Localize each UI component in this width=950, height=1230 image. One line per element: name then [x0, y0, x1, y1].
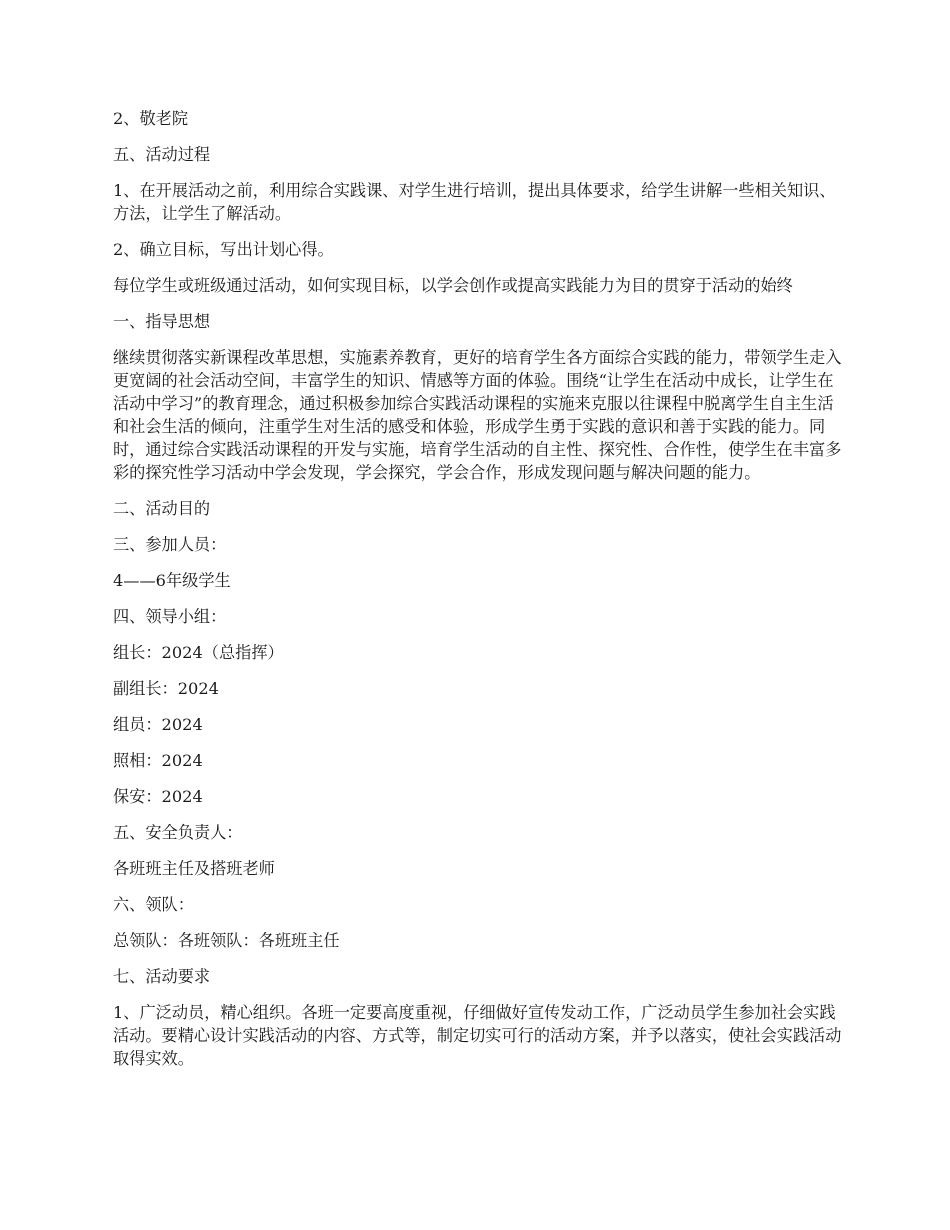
paragraph-safety-officer: 各班班主任及搭班老师	[113, 859, 275, 878]
security-line: 保安：2024	[113, 787, 203, 806]
document-page	[113, 107, 843, 1083]
paragraph-participants: 4——6年级学生	[113, 571, 231, 590]
heading-activity-process: 五、活动过程	[113, 145, 211, 164]
list-item-jinglaoyuan: 2、敬老院	[113, 109, 189, 128]
leader-line: 组长：2024（总指挥）	[113, 643, 284, 662]
paragraph-achieve-goal: 每位学生或班级通过活动，如何实现目标，以学会创作或提高实践能力为目的贯穿于活动的始终	[113, 276, 793, 295]
member-line: 组员：2024	[113, 715, 203, 734]
deputy-leader-line: 副组长：2024	[113, 679, 219, 698]
heading-leadership-group: 四、领导小组：	[113, 607, 227, 626]
heading-activity-purpose: 二、活动目的	[113, 499, 211, 518]
heading-participants: 三、参加人员：	[113, 535, 227, 554]
heading-activity-requirements: 七、活动要求	[113, 967, 211, 986]
paragraph-guiding-thought: 继续贯彻落实新课程改革思想，实施素养教育，更好的培育学生各方面综合实践的能力，带领学生走入更宽阔的社会活动空间，丰富学生的知识、情感等方面的体验。围绕“让学生在活动中成长，让学生在活动中学习”的教育理念，通过积极参加综合实践活动课程的实施来克服以往课程中脱离学生自主生活和社会生活的倾向，注重学生对生活的感受和体验，形成学生勇于实践的意识和善于实践的能力。同时，通过综合实践活动课程的开发与实施，培育学生活动的自主性、探究性、合作性，使学生在丰富多彩的探究性学习活动中学会发现，学会探究，学会合作，形成发现问题与解决问题的能力。	[113, 348, 842, 482]
paragraph-set-goal: 2、确立目标，写出计划心得。	[113, 240, 334, 259]
paragraph-training: 1、在开展活动之前，利用综合实践课、对学生进行培训，提出具体要求，给学生讲解一些相关知识、方法，让学生了解活动。	[113, 181, 836, 223]
heading-safety-officer: 五、安全负责人：	[113, 823, 243, 842]
paragraph-team-leader: 总领队：各班领队：各班班主任	[113, 931, 340, 950]
paragraph-mobilize: 1、广泛动员，精心组织。各班一定要高度重视，仔细做好宣传发动工作，广泛动员学生参加社会实践活动。要精心设计实践活动的内容、方式等，制定切实可行的活动方案，并予以落实，使社会实践活动取得实效。	[113, 1003, 842, 1068]
photographer-line: 照相：2024	[113, 751, 203, 770]
heading-guiding-thought: 一、指导思想	[113, 312, 211, 331]
heading-team-leader: 六、领队：	[113, 895, 194, 914]
